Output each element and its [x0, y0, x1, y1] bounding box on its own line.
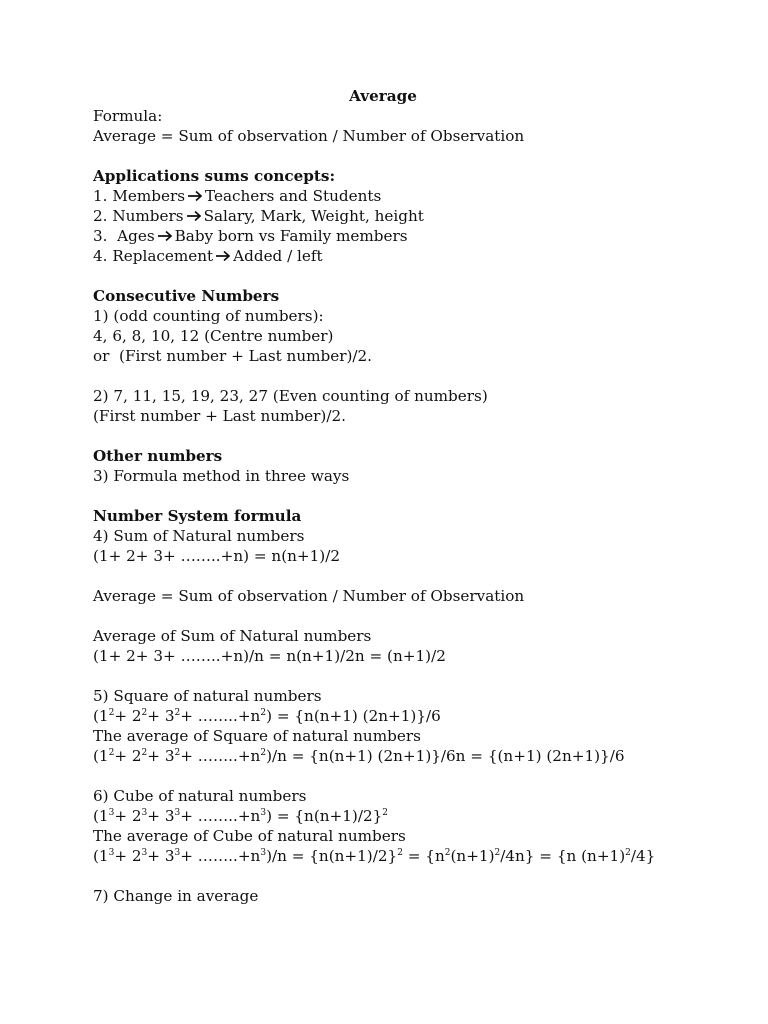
- spacer: [93, 426, 733, 446]
- application-prefix: 3. Ages: [93, 227, 155, 245]
- square-title: 5) Square of natural numbers: [93, 687, 322, 705]
- spacer: [93, 666, 733, 686]
- spacer: [93, 766, 733, 786]
- average-sum-natural-formula: (1+ 2+ 3+ ……..+n)/n = n(n+1)/2n = (n+1)/2: [93, 647, 446, 665]
- page-title: Average: [349, 87, 417, 105]
- right-arrow-icon: [187, 190, 203, 202]
- spacer: [93, 486, 733, 506]
- cube-average-formula: ($1^3+ 2^3+ 3^3+$ $\dots\dots..+n^3)/n = \{n(n+1)/2\}^2 = \{n^2(n+1)^2/4n\} = \{n$ $(n+1)^2/4$}: [93, 847, 656, 865]
- change-in-average-title: 7) Change in average: [93, 887, 259, 905]
- consecutive-line: 2) 7, 11, 15, 19, 23, 27 (Even counting of numbers): [93, 387, 488, 405]
- spacer: [93, 266, 733, 286]
- cube-formula: ($1^3+ 2^3+ 3^3+$ $\dots\dots..+n^3) = \{n(n+1)/2\}^2$: [93, 807, 389, 825]
- consecutive-line: 4, 6, 8, 10, 12 (Centre number): [93, 327, 334, 345]
- other-numbers-heading: Other numbers: [93, 447, 223, 465]
- consecutive-line: or (First number + Last number)/2.: [93, 347, 373, 365]
- consecutive-line: 1) (odd counting of numbers):: [93, 307, 324, 325]
- consecutive-heading: Consecutive Numbers: [93, 287, 280, 305]
- application-rest: Salary, Mark, Weight, height: [203, 207, 424, 225]
- sum-natural-formula: (1+ 2+ 3+ ……..+n) = n(n+1)/2: [93, 547, 340, 565]
- square-average-title: The average of Square of natural numbers: [93, 727, 421, 745]
- square-average-formula: ($1^2+ 2^2+ 3^2+$ $\dots\dots..+n^2)/n = \{n(n+1)$ (2n+1)}/6n = {(n+1) (2n+1)}/6: [93, 747, 625, 765]
- right-arrow-icon: [157, 230, 173, 242]
- spacer: [93, 566, 733, 586]
- square-formula: ($1^2+ 2^2+ 3^2+$ $\dots\dots..+n^2) = \{n(n+1)$ (2n+1)}/6: [93, 707, 441, 725]
- application-item: [93, 186, 733, 206]
- application-prefix: 2. Numbers: [93, 207, 184, 225]
- other-numbers-line: 3) Formula method in three ways: [93, 467, 350, 485]
- spacer: [93, 366, 733, 386]
- average-formula-repeat: Average = Sum of observation / Number of Observation: [93, 587, 525, 605]
- application-prefix: 1. Members: [93, 187, 186, 205]
- formula-label: Formula:: [93, 107, 163, 125]
- application-item: [93, 206, 733, 226]
- applications-heading: Applications sums concepts:: [93, 167, 336, 185]
- application-item: [93, 246, 733, 266]
- application-rest: Baby born vs Family members: [174, 227, 408, 245]
- average-sum-natural-title: Average of Sum of Natural numbers: [93, 627, 372, 645]
- cube-average-title: The average of Cube of natural numbers: [93, 827, 406, 845]
- spacer: [93, 866, 733, 886]
- document-page: [93, 86, 733, 906]
- sum-natural-title: 4) Sum of Natural numbers: [93, 527, 305, 545]
- application-rest: Added / left: [233, 247, 323, 265]
- application-rest: Teachers and Students: [205, 187, 382, 205]
- cube-title: 6) Cube of natural numbers: [93, 787, 307, 805]
- number-system-heading: Number System formula: [93, 507, 302, 525]
- spacer: [93, 146, 733, 166]
- average-formula: Average = Sum of observation / Number of Observation: [93, 127, 525, 145]
- application-item: [93, 226, 733, 246]
- right-arrow-icon: [215, 250, 231, 262]
- right-arrow-icon: [186, 210, 202, 222]
- consecutive-line: (First number + Last number)/2.: [93, 407, 346, 425]
- spacer: [93, 606, 733, 626]
- application-prefix: 4. Replacement: [93, 247, 214, 265]
